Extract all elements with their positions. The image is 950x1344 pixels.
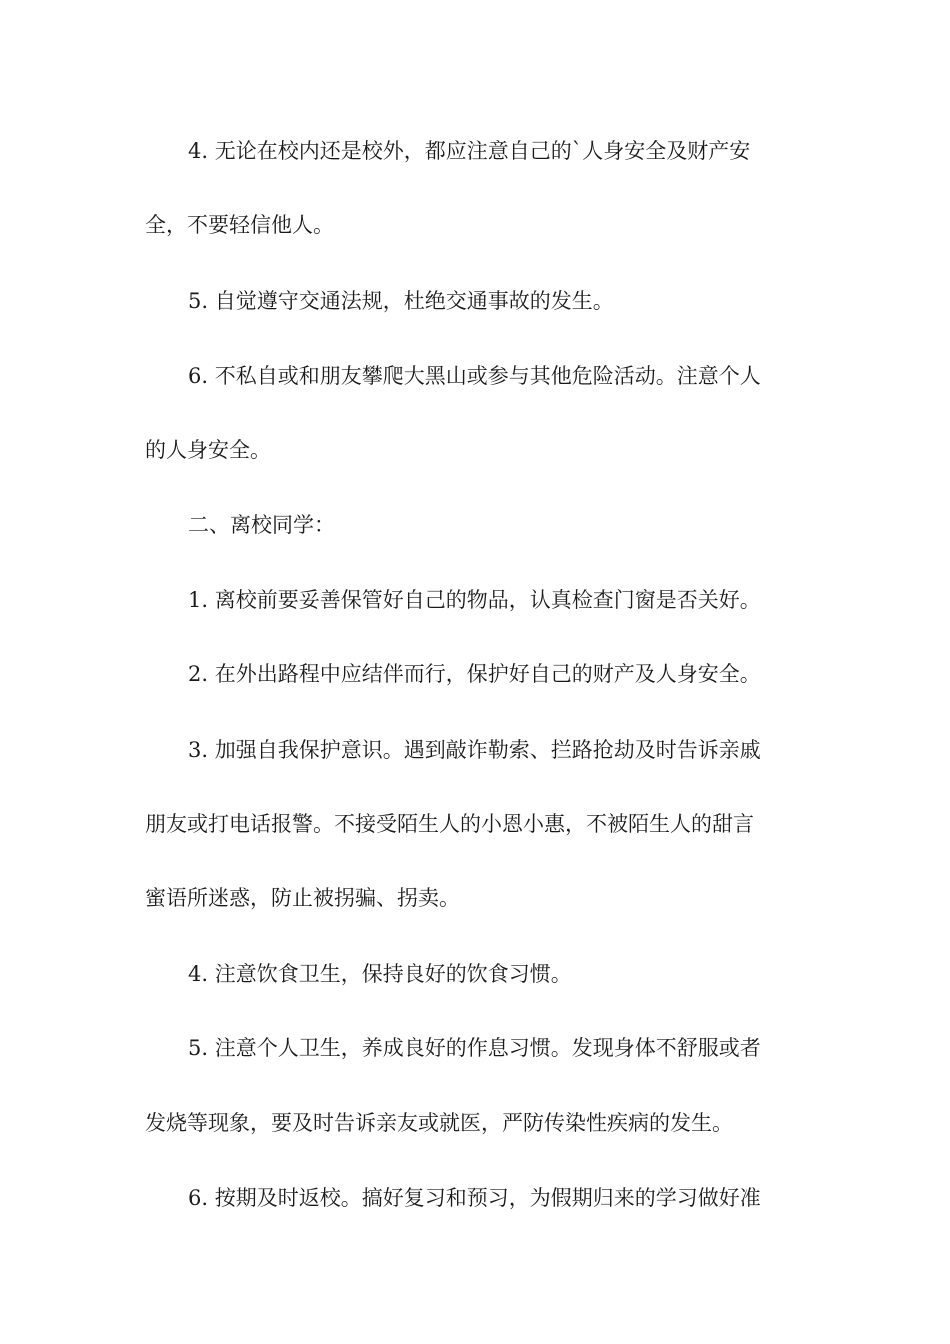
- text-line: 3. 加强自我保护意识。遇到敲诈勒索、拦路抢劫及时告诉亲戚: [188, 738, 761, 762]
- text-line: 5. 自觉遵守交通法规，杜绝交通事故的发生。: [188, 289, 614, 313]
- text-line: 全，不要轻信他人。: [145, 213, 334, 237]
- text-line: 发烧等现象，要及时告诉亲友或就医，严防传染性疾病的发生。: [145, 1111, 733, 1135]
- text-line: 6. 按期及时返校。搞好复习和预习，为假期归来的学习做好准: [188, 1186, 761, 1210]
- text-line: 5. 注意个人卫生，养成良好的作息习惯。发现身体不舒服或者: [188, 1036, 761, 1060]
- text-line: 蜜语所迷惑，防止被拐骗、拐卖。: [145, 886, 460, 910]
- text-line: 4. 注意饮食卫生，保持良好的饮食习惯。: [188, 962, 572, 986]
- text-line: 的人身安全。: [145, 438, 271, 462]
- text-line: 1. 离校前要妥善保管好自己的物品，认真检查门窗是否关好。: [188, 588, 761, 612]
- text-line: 2. 在外出路程中应结伴而行，保护好自己的财产及人身安全。: [188, 662, 761, 686]
- text-line: 朋友或打电话报警。不接受陌生人的小恩小惠，不被陌生人的甜言: [145, 812, 754, 836]
- section-heading: 二、离校同学：: [188, 513, 335, 537]
- text-line: 4. 无论在校内还是校外，都应注意自己的`人身安全及财产安: [188, 139, 751, 163]
- text-line: 6. 不私自或和朋友攀爬大黑山或参与其他危险活动。注意个人: [188, 364, 761, 388]
